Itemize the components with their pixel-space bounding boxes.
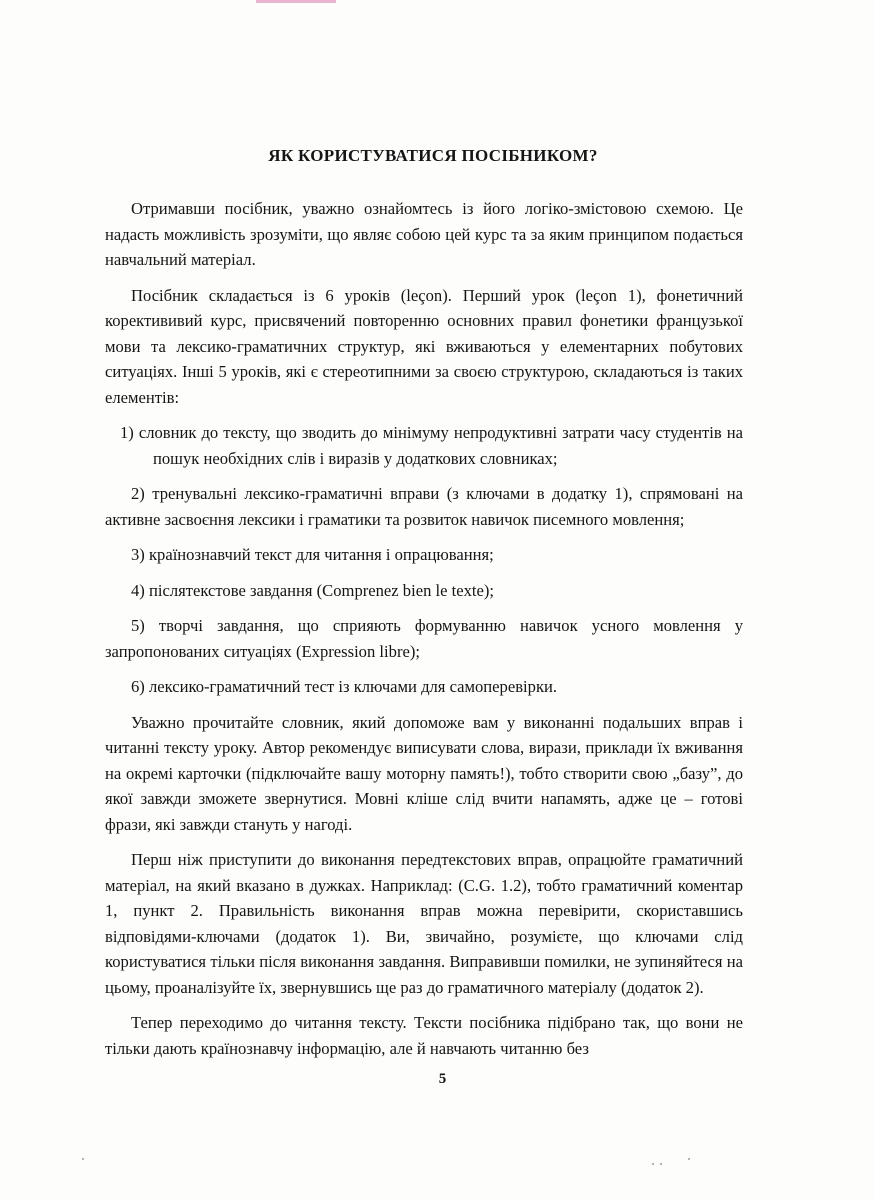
list-item-5: 5) творчі завдання, що сприяють формуванню навичок усного мовлення у запропонованих ситуаціях (Expression libre); [105,616,743,661]
scan-speck [82,1158,84,1160]
paragraph-reading: Тепер переходимо до читання тексту. Тексти посібника підібрано так, що вони не тільки дають країнознавчу інформацію, але й навчають читанню без [105,1013,743,1058]
scan-speck [688,1158,690,1160]
pink-marker-stripe [256,0,336,3]
page-title: ЯК КОРИСТУВАТИСЯ ПОСІБНИКОМ? [268,146,598,165]
list-item-1: 1) словник до тексту, що зводить до мінімуму непродуктивні затрати часу студентів на пошук необхідних слів і виразів у додаткових словниках; [120,423,743,468]
paragraph-exercises: Перш ніж приступити до виконання передтекстових вправ, опрацюйте граматичний матеріал, на який вказано в дужках. Наприклад: (C.G. 1.2), тобто граматичний коментар 1, пункт 2. Правильність виконання вправ можна перевірити, скориставшись відповідями-ключами (додаток 1). Ви, звичайно, розумієте, що ключами слід користуватися тільки після виконання завдання. Виправивши помилки, не зупиняйтеся на цьому, проаналізуйте їх, звернувшись ще раз до граматичного матеріалу (додаток 2). [105,850,743,997]
scan-speck [660,1163,662,1165]
page-content [105,146,743,1071]
paragraph-dictionary: Уважно прочитайте словник, який допоможе вам у виконанні подальших вправ і читанні тексту уроку. Автор рекомендує виписувати слова, вирази, приклади їх вживання на окремі карточки (підключайте вашу моторну память!), тобто створити свою „базу”, до якої завжди зможете звернутися. Мовні кліше слід вчити напамять, адже це – готові фрази, які завжди стануть у нагоді. [105,712,743,834]
scan-speck [652,1163,654,1165]
paragraph-structure: Посібник складається із 6 уроків (leçon). Перший урок (leçon 1), фонетичний коректививий курс, присвячений повторенню основних правил фонетики французької мови та лексико-граматичних структур, які вживаються у елементарних побутових ситуаціях. Інші 5 уроків, які є стереотипними за своєю структурою, складаються із таких елементів: [105,285,743,407]
paragraph-intro: Отримавши посібник, уважно ознайомтесь із його логіко-змістовою схемою. Це надасть можливість зрозуміти, що являє собою цей курс та за яким принципом подається навчальний матеріал. [105,199,743,269]
list-item-6: 6) лексико-граматичний тест із ключами для самоперевірки. [131,677,558,696]
page-number: 5 [438,1071,447,1087]
list-item-3: 3) країнознавчий текст для читання і опрацювання; [131,545,494,564]
list-item-4: 4) післятекстове завдання (Comprenez bien le texte); [131,580,495,600]
list-item-2: 2) тренувальні лексико-граматичні вправи (з ключами в додатку 1), спрямовані на активне засвоєння лексики і граматики та розвиток навичок писемного мовлення; [105,484,743,529]
